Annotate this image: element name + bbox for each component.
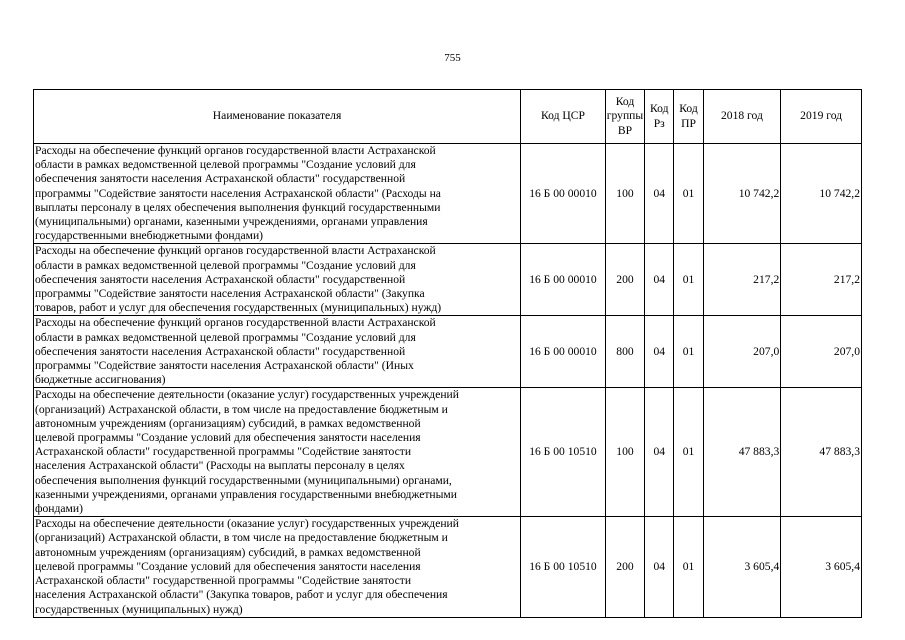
table-body xyxy=(34,144,862,618)
cell-pr: 01 xyxy=(674,517,703,617)
cell-name-line: обеспечения выполнения функций государственными (муниципальными) органами, xyxy=(35,473,452,487)
header-2018: 2018 год xyxy=(703,90,781,144)
cell-rz: 04 xyxy=(645,144,674,244)
cell-csr: 16 Б 00 10510 xyxy=(521,388,606,517)
cell-name-line: автономным учреждениям (организациям) субсидий, в рамках ведомственной xyxy=(35,416,421,430)
cell-name-line: бюджетные ассигнования) xyxy=(35,373,166,387)
cell-name-line: Астраханской области" государственной программы "Содействие занятости xyxy=(35,574,412,588)
table-row xyxy=(34,388,862,517)
cell-name-line: Расходы на обеспечение функций органов государственной власти Астраханской xyxy=(35,316,436,330)
cell-name-line: фондами) xyxy=(35,502,83,516)
cell-2018: 47 883,3 xyxy=(703,388,781,517)
cell-2019: 207,0 xyxy=(781,316,862,388)
table-row xyxy=(34,517,862,617)
cell-2019: 10 742,2 xyxy=(781,144,862,244)
cell-name-line: товаров, работ и услуг для обеспечения государственных (муниципальных) нужд) xyxy=(35,301,442,315)
cell-name-line: (организаций) Астраханской области, в том числе на предоставление бюджетным и xyxy=(35,531,448,545)
page-number: 755 xyxy=(444,52,461,64)
cell-vr: 200 xyxy=(605,517,644,617)
cell-2018: 217,2 xyxy=(703,244,781,316)
header-rz-line: Код xyxy=(649,102,669,116)
cell-2018: 10 742,2 xyxy=(703,144,781,244)
cell-name xyxy=(34,388,521,517)
header-pr-line: Код xyxy=(679,102,698,116)
header-pr-line: ПР xyxy=(681,116,696,130)
cell-name-line: казенными учреждениями, органами управления государственными внебюджетными xyxy=(35,487,457,501)
cell-name-line: населения Астраханской области" (Закупка товаров, работ и услуг для обеспечения xyxy=(35,588,448,602)
cell-vr: 100 xyxy=(605,388,644,517)
cell-pr: 01 xyxy=(674,144,703,244)
table-row xyxy=(34,244,862,316)
table-header xyxy=(34,90,862,144)
cell-name-line: программы "Содействие занятости населения Астраханской области" (Иных xyxy=(35,359,414,373)
cell-name-line: Астраханской области" государственной программы "Содействие занятости xyxy=(35,445,412,459)
cell-name-line: области в рамках ведомственной целевой программы "Создание условий для xyxy=(35,258,416,272)
cell-name-line: государственными внебюджетными фондами) xyxy=(35,229,264,243)
cell-name-line: обеспечения занятости населения Астраханской области" государственной xyxy=(35,172,406,186)
cell-2019: 47 883,3 xyxy=(781,388,862,517)
header-pr xyxy=(674,90,703,144)
header-vr xyxy=(605,90,644,144)
cell-name xyxy=(34,316,521,388)
cell-pr: 01 xyxy=(674,388,703,517)
cell-pr: 01 xyxy=(674,316,703,388)
cell-name-line: выплаты персоналу в целях обеспечения выполнения функций государственными xyxy=(35,200,441,214)
cell-rz: 04 xyxy=(645,244,674,316)
cell-2019: 217,2 xyxy=(781,244,862,316)
header-vr-line: группы xyxy=(606,109,644,123)
header-rz-line: Рз xyxy=(653,116,665,130)
budget-table xyxy=(33,89,862,618)
header-rz xyxy=(645,90,674,144)
header-name: Наименование показателя xyxy=(34,90,521,144)
cell-2019: 3 605,4 xyxy=(781,517,862,617)
cell-2018: 3 605,4 xyxy=(703,517,781,617)
header-vr-line: Код xyxy=(615,95,635,109)
header-2019: 2019 год xyxy=(781,90,862,144)
cell-name-line: обеспечения занятости населения Астраханской области" государственной xyxy=(35,272,406,286)
cell-name-line: области в рамках ведомственной целевой программы "Создание условий для xyxy=(35,330,416,344)
cell-name-line: Расходы на обеспечение деятельности (оказание услуг) государственных учреждений xyxy=(35,517,459,531)
cell-csr: 16 Б 00 00010 xyxy=(521,316,606,388)
cell-name-line: Расходы на обеспечение функций органов государственной власти Астраханской xyxy=(35,244,436,258)
cell-vr: 800 xyxy=(605,316,644,388)
cell-name-line: (муниципальными) органами, казенными учреждениями, органами управления xyxy=(35,215,428,229)
cell-name-line: государственных (муниципальных) нужд) xyxy=(35,602,243,616)
cell-csr: 16 Б 00 00010 xyxy=(521,244,606,316)
cell-rz: 04 xyxy=(645,517,674,617)
cell-name xyxy=(34,244,521,316)
cell-name-line: целевой программы "Создание условий для обеспечения занятости населения xyxy=(35,431,421,445)
cell-pr: 01 xyxy=(674,244,703,316)
cell-name-line: обеспечения занятости населения Астраханской области" государственной xyxy=(35,344,406,358)
cell-name-line: автономным учреждениям (организациям) субсидий, в рамках ведомственной xyxy=(35,545,421,559)
cell-vr: 100 xyxy=(605,144,644,244)
cell-csr: 16 Б 00 10510 xyxy=(521,517,606,617)
cell-csr: 16 Б 00 00010 xyxy=(521,144,606,244)
cell-vr: 200 xyxy=(605,244,644,316)
header-csr: Код ЦСР xyxy=(521,90,606,144)
cell-name-line: Расходы на обеспечение функций органов государственной власти Астраханской xyxy=(35,144,436,157)
cell-name xyxy=(34,144,521,244)
cell-name-line: населения Астраханской области" (Расходы на выплаты персоналу в целях xyxy=(35,459,405,473)
cell-rz: 04 xyxy=(645,316,674,388)
cell-name-line: программы "Содействие занятости населения Астраханской области" (Расходы на xyxy=(35,186,441,200)
cell-name-line: области в рамках ведомственной целевой программы "Создание условий для xyxy=(35,158,416,172)
cell-name-line: (организаций) Астраханской области, в том числе на предоставление бюджетным и xyxy=(35,402,448,416)
cell-name-line: целевой программы "Создание условий для обеспечения занятости населения xyxy=(35,559,421,573)
cell-name-line: программы "Содействие занятости населения Астраханской области" (Закупка xyxy=(35,287,425,301)
cell-rz: 04 xyxy=(645,388,674,517)
cell-2018: 207,0 xyxy=(703,316,781,388)
cell-name xyxy=(34,517,521,617)
table-row xyxy=(34,316,862,388)
table-row xyxy=(34,144,862,244)
cell-name-line: Расходы на обеспечение деятельности (оказание услуг) государственных учреждений xyxy=(35,388,459,402)
header-vr-line: ВР xyxy=(617,123,633,137)
